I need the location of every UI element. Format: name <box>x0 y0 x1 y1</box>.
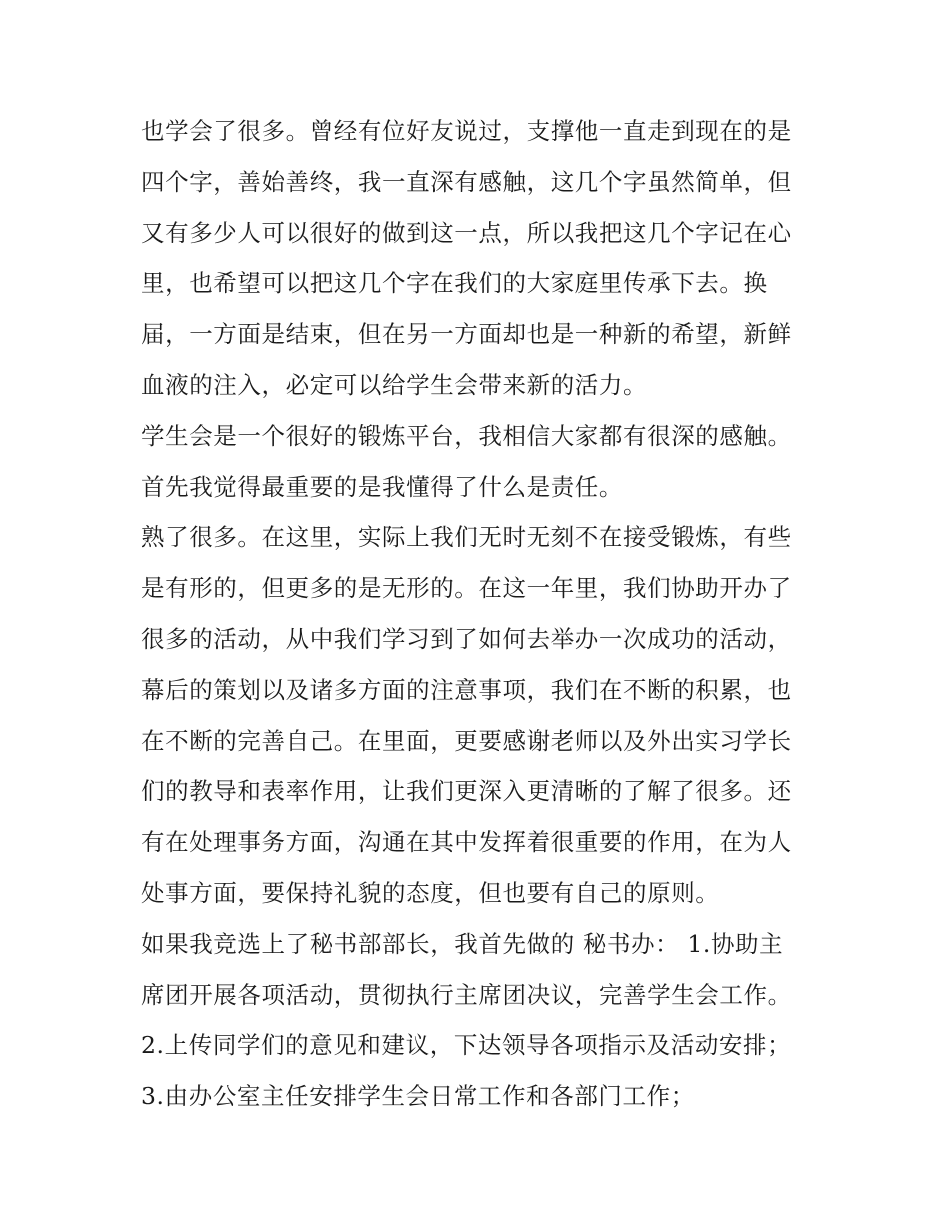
text-line: 如果我竞选上了秘书部部长，我首先做的 秘书办： 1.协助主 <box>141 929 784 958</box>
text-line: 幕后的策划以及诸多方面的注意事项，我们在不断的积累，也 <box>141 675 792 704</box>
text-line: 很多的活动，从中我们学习到了如何去举办一次成功的活动， <box>141 624 792 653</box>
text-line: 又有多少人可以很好的做到这一点，所以我把这几个字记在心 <box>141 218 792 247</box>
text-line: 有在处理事务方面，沟通在其中发挥着很重要的作用，在为人 <box>141 828 792 857</box>
text-line: 届，一方面是结束，但在另一方面却也是一种新的希望，新鲜 <box>141 320 792 349</box>
text-line: 2.上传同学们的意见和建议，下达领导各项指示及活动安排； <box>141 1031 792 1060</box>
text-line: 3.由办公室主任安排学生会日常工作和各部门工作； <box>141 1082 695 1111</box>
text-line: 四个字，善始善终，我一直深有感触，这几个字虽然简单，但 <box>141 167 792 196</box>
text-line: 是有形的，但更多的是无形的。在这一年里，我们协助开办了 <box>141 574 792 603</box>
text-line: 席团开展各项活动，贯彻执行主席团决议，完善学生会工作。 <box>141 980 792 1009</box>
text-line: 熟了很多。在这里，实际上我们无时无刻不在接受锻炼，有些 <box>141 523 792 552</box>
text-line: 们的教导和表率作用，让我们更深入更清晰的了解了很多。还 <box>141 777 792 806</box>
text-line: 也学会了很多。曾经有位好友说过，支撑他一直走到现在的是 <box>141 117 792 145</box>
text-line: 处事方面，要保持礼貌的态度，但也要有自己的原则。 <box>141 878 720 907</box>
text-line: 里，也希望可以把这几个字在我们的大家庭里传承下去。换 <box>141 269 768 298</box>
text-line: 首先我觉得最重要的是我懂得了什么是责任。 <box>141 472 623 501</box>
text-line: 血液的注入，必定可以给学生会带来新的活力。 <box>141 370 648 399</box>
body-text <box>141 106 821 1122</box>
text-line: 学生会是一个很好的锻炼平台，我相信大家都有很深的感触。 <box>141 421 792 450</box>
text-line: 在不断的完善自己。在里面，更要感谢老师以及外出实习学长 <box>141 726 792 755</box>
